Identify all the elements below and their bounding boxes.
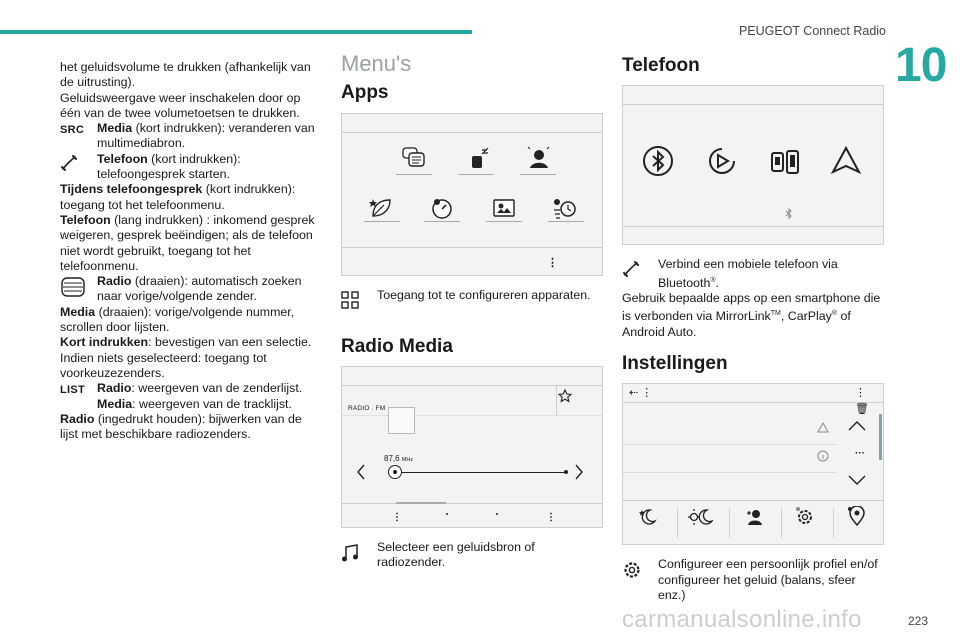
phone-caption-reg: ® <box>710 276 716 284</box>
radio-screen <box>341 366 603 528</box>
radio-row <box>60 274 322 305</box>
media-bold: Media <box>60 304 96 319</box>
apps-ul-3 <box>520 174 556 175</box>
apps-ul-4 <box>364 221 400 222</box>
mirrorlink-icon[interactable] <box>768 144 802 182</box>
apps-ul-6 <box>486 221 522 222</box>
phone-row <box>60 152 322 183</box>
src-row <box>60 121 322 152</box>
kort-text: : bevestigen van een selectie. Indien niets geselecteerd: toegang tot voorkeuzezenders. <box>60 335 312 380</box>
radio-screen-bottomline <box>342 503 602 504</box>
list-icon: LIST <box>60 384 86 397</box>
small-bluetooth-icon <box>785 208 793 224</box>
settings-back-icon[interactable]: ⇠ ⋮ <box>629 387 653 400</box>
media-text: (draaien): vorige/volgende nummer, scrollen door lijsten. <box>60 304 295 335</box>
list-media-text: : weergeven van de tracklijst. <box>132 396 292 411</box>
settings-screen <box>622 383 884 545</box>
settings-sep-3 <box>781 508 782 538</box>
apps-ul-2 <box>458 174 494 175</box>
slider-end-dot <box>564 470 568 474</box>
apps-screen-bottomline <box>342 247 602 248</box>
during-text: (kort indrukken): toegang tot het telefoonmenu. <box>60 182 296 212</box>
instellingen-heading: Instellingen <box>622 353 728 375</box>
usb-device-icon <box>468 146 490 174</box>
telefoon-heading: Telefoon <box>622 55 700 76</box>
profile-icon[interactable] <box>745 508 763 530</box>
phone-handset-icon <box>60 152 97 172</box>
phone-caption-row <box>622 257 884 291</box>
settings-sep-1 <box>677 508 678 538</box>
music-note-icon <box>341 540 377 567</box>
phone-caption-2: . <box>715 275 719 290</box>
phone-caption-3 <box>622 291 884 340</box>
long-text: (lang indrukken) : inkomend gesprek weigeren, gesprek beëindigen; als de telefoon niet wordt gebruikt, toegang tot het telefoonmenu. <box>60 212 315 273</box>
list-radio-bold: Radio <box>97 381 132 396</box>
column-3 <box>622 55 884 603</box>
settings-caption: Configureer een persoonlijk profiel en/of configureer het geluid (balans, sfeer enz.) <box>658 557 878 602</box>
map-pin-settings-icon[interactable] <box>847 506 867 530</box>
apps-ul-1 <box>396 174 432 175</box>
phone-caption-3c: of Android Auto. <box>622 309 851 339</box>
phone-screen-topline <box>623 104 883 105</box>
settings-row-line-1 <box>623 444 837 445</box>
hold-text: (ingedrukt houden): bijwerken van de lijst met beschikbare radiozenders. <box>60 411 302 442</box>
apps-grid-icon <box>341 288 377 313</box>
scroll-up-icon[interactable] <box>847 420 867 436</box>
album-art-placeholder <box>388 407 415 434</box>
phone-caption-3a: Gebruik bepaalde apps op een smartphone die is verbonden via MirrorLink <box>622 291 881 324</box>
warning-icon <box>817 422 829 437</box>
radio-caption-row <box>341 540 603 571</box>
radio-screen-topline <box>342 385 602 386</box>
radio-tab-indicator <box>396 502 446 504</box>
list-media-bold: Media <box>97 396 133 411</box>
thumbwheel-icon <box>60 274 97 298</box>
radio-menu-dots-right[interactable]: ⋮ <box>546 512 556 524</box>
phone-caption-tm: TM <box>770 310 781 318</box>
phone-screen <box>622 85 884 245</box>
header-title: PEUGEOT Connect Radio <box>738 24 886 38</box>
phone-screen-bottomline <box>623 226 883 227</box>
phone-caption <box>658 257 884 291</box>
play-icon[interactable] <box>705 144 739 182</box>
column-2 <box>341 51 603 571</box>
list-radio-text: : weergeven van de zenderlijst. <box>131 381 303 396</box>
src-text: (kort indrukken): veranderen van multimediabron. <box>97 121 315 151</box>
radio-dot-2 <box>496 513 498 515</box>
apps-ul-7 <box>548 221 584 222</box>
radio-caption: Selecteer een geluidsbron of radiozender. <box>377 540 535 570</box>
bluetooth-icon[interactable] <box>641 144 675 182</box>
header-accent-bar <box>0 30 472 34</box>
during-bold: Tijdens telefoongesprek <box>60 182 203 197</box>
chapter-number: 10 <box>895 39 947 92</box>
photo-frame-icon <box>492 198 516 222</box>
android-auto-icon[interactable] <box>829 144 863 182</box>
settings-more-icon[interactable]: ··· <box>855 448 865 460</box>
radio-divider <box>556 385 557 415</box>
intro-text: het geluidsvolume te drukken (afhankelijk van de uitrusting). <box>60 60 311 90</box>
hold-bold: Radio <box>60 411 95 426</box>
settings-caption-row <box>622 557 884 603</box>
radio-media-heading: Radio Media <box>341 335 453 357</box>
settings-row-line-2 <box>623 472 837 473</box>
phone-text: (kort indrukken): telefoongesprek starten. <box>97 151 241 182</box>
scroll-down-icon[interactable] <box>847 474 867 490</box>
favorite-star-icon[interactable] <box>558 389 572 407</box>
long-bold: Telefoon <box>60 212 111 227</box>
phone-caption-reg2: ® <box>831 310 837 318</box>
radio-freq-unit: MHz <box>401 457 414 464</box>
user-profile-icon <box>527 146 551 174</box>
intro-text-2: Geluidsweergave weer inschakelen door op één van de twee volumetoetsen te drukken. <box>60 90 301 120</box>
night-mode-icon[interactable] <box>639 508 657 530</box>
src-icon: SRC <box>60 124 85 137</box>
settings-screen-topline <box>623 402 883 403</box>
phone-caption-3b: , CarPlay <box>780 309 832 324</box>
day-night-icon[interactable] <box>687 508 713 530</box>
apps-screen <box>341 113 603 276</box>
radio-menu-dots-left[interactable]: ⋮ <box>392 512 402 524</box>
info-icon <box>817 450 829 466</box>
radio-band-label: RADIO . FM <box>348 405 386 413</box>
apps-caption-row <box>341 288 603 313</box>
radio-text: (draaien): automatisch zoeken naar vorige/volgende zender. <box>97 274 302 304</box>
radio-bold: Radio <box>97 274 132 289</box>
list-row <box>60 381 322 412</box>
apps-ul-5 <box>424 221 460 222</box>
src-bold: Media <box>97 121 133 136</box>
connected-apps-icon <box>401 146 427 174</box>
settings-row-line-3 <box>623 500 883 501</box>
apps-screen-topline <box>342 132 602 133</box>
kort-bold: Kort indrukken <box>60 335 149 350</box>
prev-station-icon[interactable] <box>356 463 366 485</box>
phone-caption-icon <box>622 257 658 282</box>
menus-heading: Menu's <box>341 51 412 76</box>
settings-delete-icon[interactable]: ⋮ 🗑 <box>855 387 869 415</box>
settings-gear-icon <box>622 557 658 584</box>
apps-more-icon: ⋮ <box>547 256 558 269</box>
watermark: carmanualsonline.info <box>622 606 862 633</box>
phone-caption-1: Verbind een mobiele telefoon via Bluetooth <box>658 257 838 290</box>
phone-bold: Telefoon <box>97 151 148 166</box>
radio-dot-1 <box>446 513 448 515</box>
settings-sep-4 <box>833 508 834 538</box>
settings-sep-2 <box>729 508 730 538</box>
column-1 <box>60 60 322 442</box>
settings-scrollbar[interactable] <box>879 414 882 460</box>
apps-caption: Toegang tot te configureren apparaten. <box>377 287 591 302</box>
next-station-icon[interactable] <box>574 463 584 485</box>
gear-icon[interactable] <box>795 506 815 530</box>
frequency-slider-track[interactable] <box>388 472 566 473</box>
page-number: 223 <box>907 614 928 628</box>
apps-heading: Apps <box>341 82 389 104</box>
radio-freq-value: 87,6 <box>384 454 400 464</box>
